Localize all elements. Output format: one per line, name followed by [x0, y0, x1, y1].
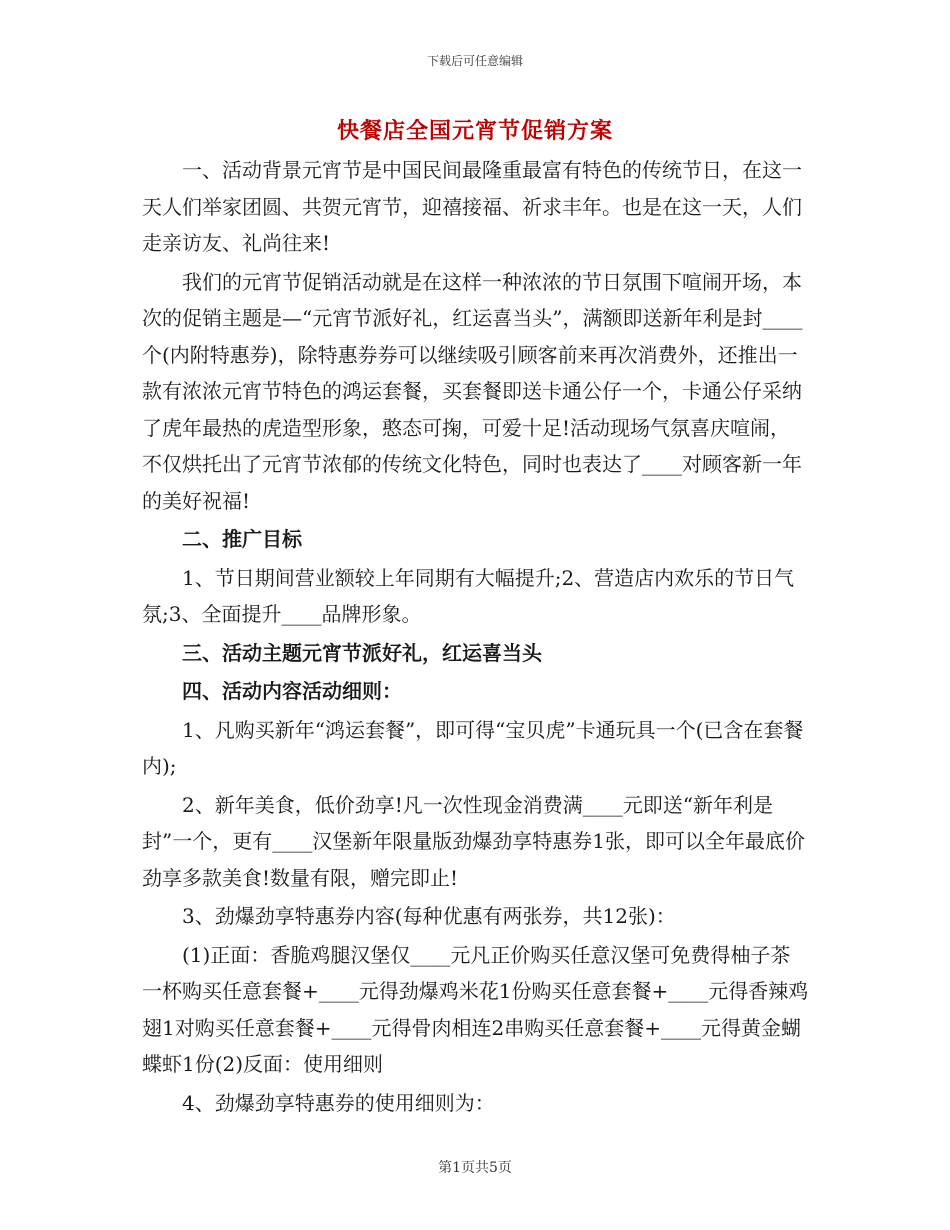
page-header: 下载后可任意编辑: [426, 54, 523, 68]
heading-goals: 二、推广目标: [182, 527, 302, 551]
paragraph-goals: 1、节日期间营业额较上年同期有大幅提升;2、营造店内欢乐的节日气氛;3、全面提升____品牌形象。: [142, 565, 795, 626]
paragraph-coupon-front: (1)正面：香脆鸡腿汉堡仅____元凡正价购买任意汉堡可免费得柚子茶一杯购买任意套餐+____元得劲爆鸡米花1份购买任意套餐+____元得香辣鸡翅1对购买任意套餐+____元得骨肉相连2串购买任意套餐+____元得黄金蝴蝶虾1份(2)反面：使用细则: [142, 942, 809, 1076]
paragraph-rule-2: 2、新年美食，低价劲享!凡一次性现金消费满____元即送“新年利是封”一个，更有____汉堡新年限量版劲爆劲享特惠券1张，即可以全年最底价劲享多款美食!数量有限，赠完即止!: [142, 792, 805, 890]
page-footer: 第1页共5页: [438, 1160, 512, 1176]
paragraph-promo-intro: 我们的元宵节促销活动就是在这样一种浓浓的节日氛围下喧闹开场，本次的促销主题是—“元宵节派好礼，红运喜当头”，满额即送新年利是封____个(内附特惠券)，除特惠券券可以继续吸引顾客前来再次消费外，还推出一款有浓浓元宵节特色的鸿运套餐，买套餐即送卡通公仔一个，卡通公仔采纳了虎年最热的虎造型形象，憨态可掬，可爱十足!活动现场气氛喜庆喧闹，不仅烘托出了元宵节浓郁的传统文化特色，同时也表达了____对顾客新一年的美好祝福!: [142, 269, 803, 513]
document-body: [142, 152, 810, 1121]
paragraph-background: 一、活动背景元宵节是中国民间最隆重最富有特色的传统节日，在这一天人们举家团圆、共贺元宵节，迎禧接福、祈求丰年。也是在这一天，人们走亲访友、礼尚往来!: [142, 158, 802, 255]
paragraph-rule-3: 3、劲爆劲享特惠券内容(每种优惠有两张券，共12张)：: [182, 904, 676, 928]
heading-activity-rules: 四、活动内容活动细则：: [182, 679, 402, 703]
heading-theme: 三、活动主题元宵节派好礼，红运喜当头: [182, 640, 542, 665]
paragraph-rule-4: 4、劲爆劲享特惠券的使用细则为：: [182, 1090, 495, 1115]
paragraph-rule-1: 1、凡购买新年“鸿运套餐”，即可得“宝贝虎”卡通玩具一个(已含在套餐内);: [142, 717, 804, 778]
document-title: 快餐店全国元宵节促销方案: [336, 118, 613, 144]
